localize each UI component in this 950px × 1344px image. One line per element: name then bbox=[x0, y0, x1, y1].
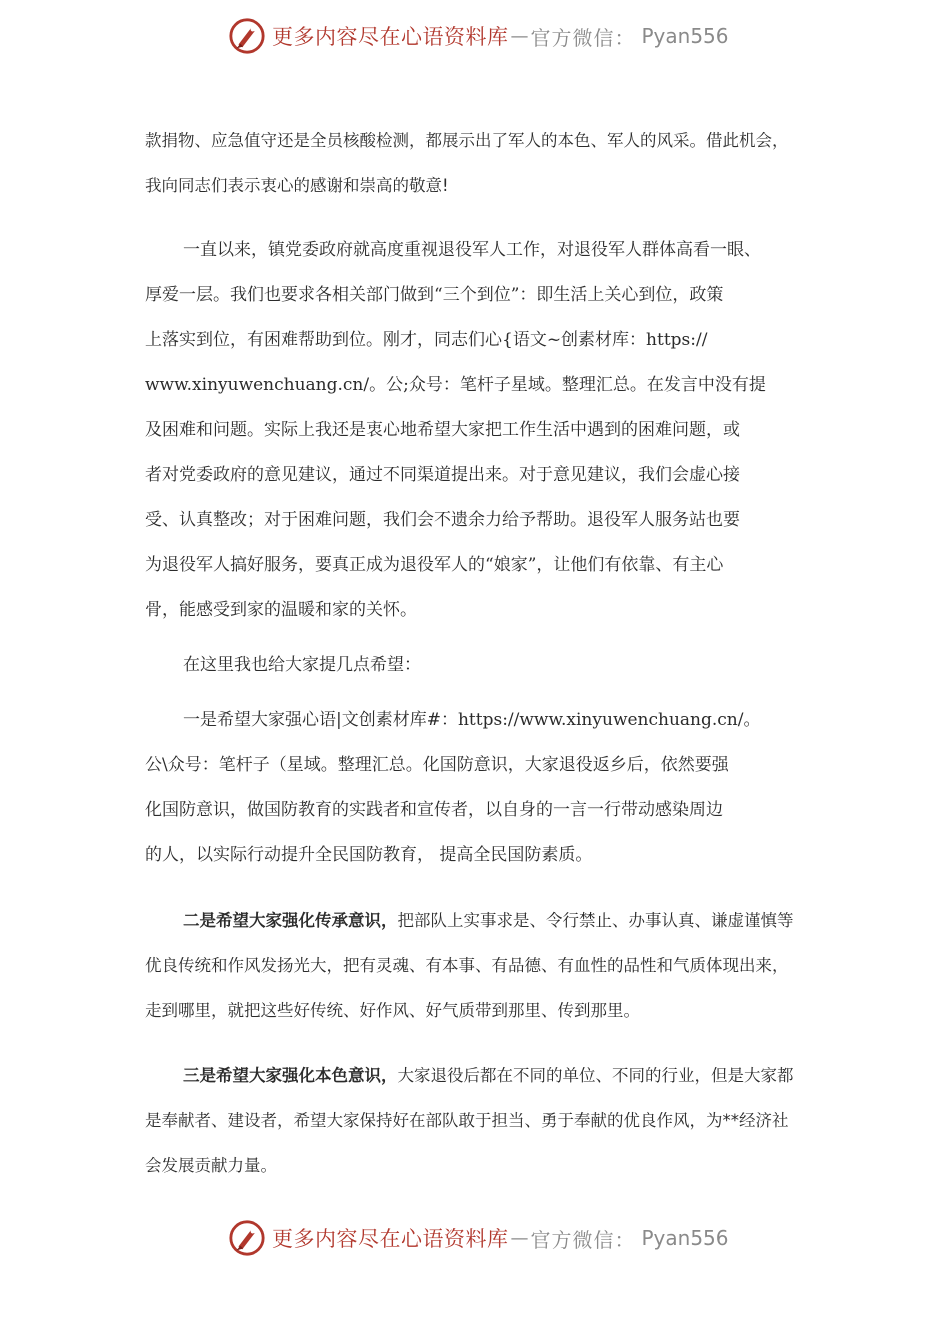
brand-name: 更多内容尽在心语资料库 bbox=[272, 25, 509, 49]
text-line: 会发展贡献力量。 bbox=[145, 1156, 277, 1175]
point-heading: 三是希望大家强化本色意识， bbox=[183, 1066, 398, 1085]
text-line: 上落实到位，有困难帮助到位。刚才，同志们心{语文~创素材库：https:// bbox=[145, 330, 708, 350]
wechat-label: 官方微信： bbox=[530, 1227, 636, 1252]
pen-logo-icon bbox=[228, 17, 266, 55]
text-line: 者对党委政府的意见建议，通过不同渠道提出来。对于意见建议，我们会虚心接 bbox=[145, 465, 740, 485]
text-line: 为退役军人搞好服务，要真正成为退役军人的“娘家”，让他们有依靠、有主心 bbox=[145, 555, 724, 575]
text-fragment: 大家退役后都在不同的单位、不同的行业，但是大家都 bbox=[397, 1066, 794, 1085]
paragraph-1 bbox=[145, 118, 835, 208]
text-line: 是奉献者、建设者，希望大家保持好在部队敢于担当、勇于奉献的优良作风，为**经济社 bbox=[145, 1111, 789, 1130]
text-line bbox=[145, 1053, 835, 1098]
text-line: 厚爱一层。我们也要求各相关部门做到“三个到位”：即生活上关心到位，政策 bbox=[145, 285, 724, 305]
text-line: 在这里我也给大家提几点希望： bbox=[183, 655, 421, 675]
text-fragment: 把部队上实事求是、令行禁止、办事认真、谦虚谨慎等 bbox=[397, 911, 794, 930]
paragraph-3 bbox=[145, 643, 835, 688]
text-line: 及困难和问题。实际上我还是衷心地希望大家把工作生活中遇到的困难问题，或 bbox=[145, 420, 740, 440]
text-line bbox=[145, 898, 835, 943]
wechat-id: Pyan556 bbox=[641, 1226, 729, 1250]
text-line: 一是希望大家强心语|文创素材库#：https://www.xinyuwenchuang.cn/。 bbox=[183, 710, 761, 730]
paragraph-2 bbox=[145, 228, 835, 633]
text-line: 款捐物、应急值守还是全员核酸检测，都展示出了军人的本色、军人的风采。借此机会， bbox=[145, 131, 789, 150]
text-line: 公\众号：笔杆子（星域。整理汇总。化国防意识，大家退役返乡后，依然要强 bbox=[145, 755, 729, 775]
wechat-label: 官方微信： bbox=[530, 25, 636, 50]
text-line: 受、认真整改；对于困难问题，我们会不遗余力给予帮助。退役军人服务站也要 bbox=[145, 510, 740, 530]
point-heading: 二是希望大家强化传承意识， bbox=[183, 911, 398, 930]
text-line: 我向同志们表示衷心的感谢和崇高的敬意! bbox=[145, 176, 449, 195]
banner-dash: — bbox=[510, 1227, 529, 1249]
text-line: 骨，能感受到家的温暖和家的关怀。 bbox=[145, 600, 417, 620]
paragraph-6 bbox=[145, 1053, 835, 1188]
text-line: www.xinyuwenchuang.cn/。公;众号：笔杆子星域。整理汇总。在发言中没有提 bbox=[145, 375, 766, 395]
document-body bbox=[145, 118, 835, 1188]
banner-dash: — bbox=[510, 25, 529, 47]
paragraph-4 bbox=[145, 698, 835, 878]
text-line: 化国防意识，做国防教育的实践者和宣传者，以自身的一言一行带动感染周边 bbox=[145, 800, 723, 820]
text-line: 优良传统和作风发扬光大，把有灵魂、有本事、有品德、有血性的品性和气质体现出来， bbox=[145, 956, 789, 975]
text-line: 一直以来，镇党委政府就高度重视退役军人工作，对退役军人群体高看一眼、 bbox=[183, 240, 761, 260]
wechat-id: Pyan556 bbox=[641, 24, 729, 48]
header-banner bbox=[228, 16, 729, 56]
text-line: 的人，以实际行动提升全民国防教育， 提高全民国防素质。 bbox=[145, 845, 593, 865]
text-line: 走到哪里，就把这些好传统、好作风、好气质带到那里、传到那里。 bbox=[145, 1001, 640, 1020]
paragraph-5 bbox=[145, 898, 835, 1033]
footer-banner bbox=[228, 1218, 729, 1258]
pen-logo-icon bbox=[228, 1219, 266, 1257]
brand-name: 更多内容尽在心语资料库 bbox=[272, 1227, 509, 1251]
